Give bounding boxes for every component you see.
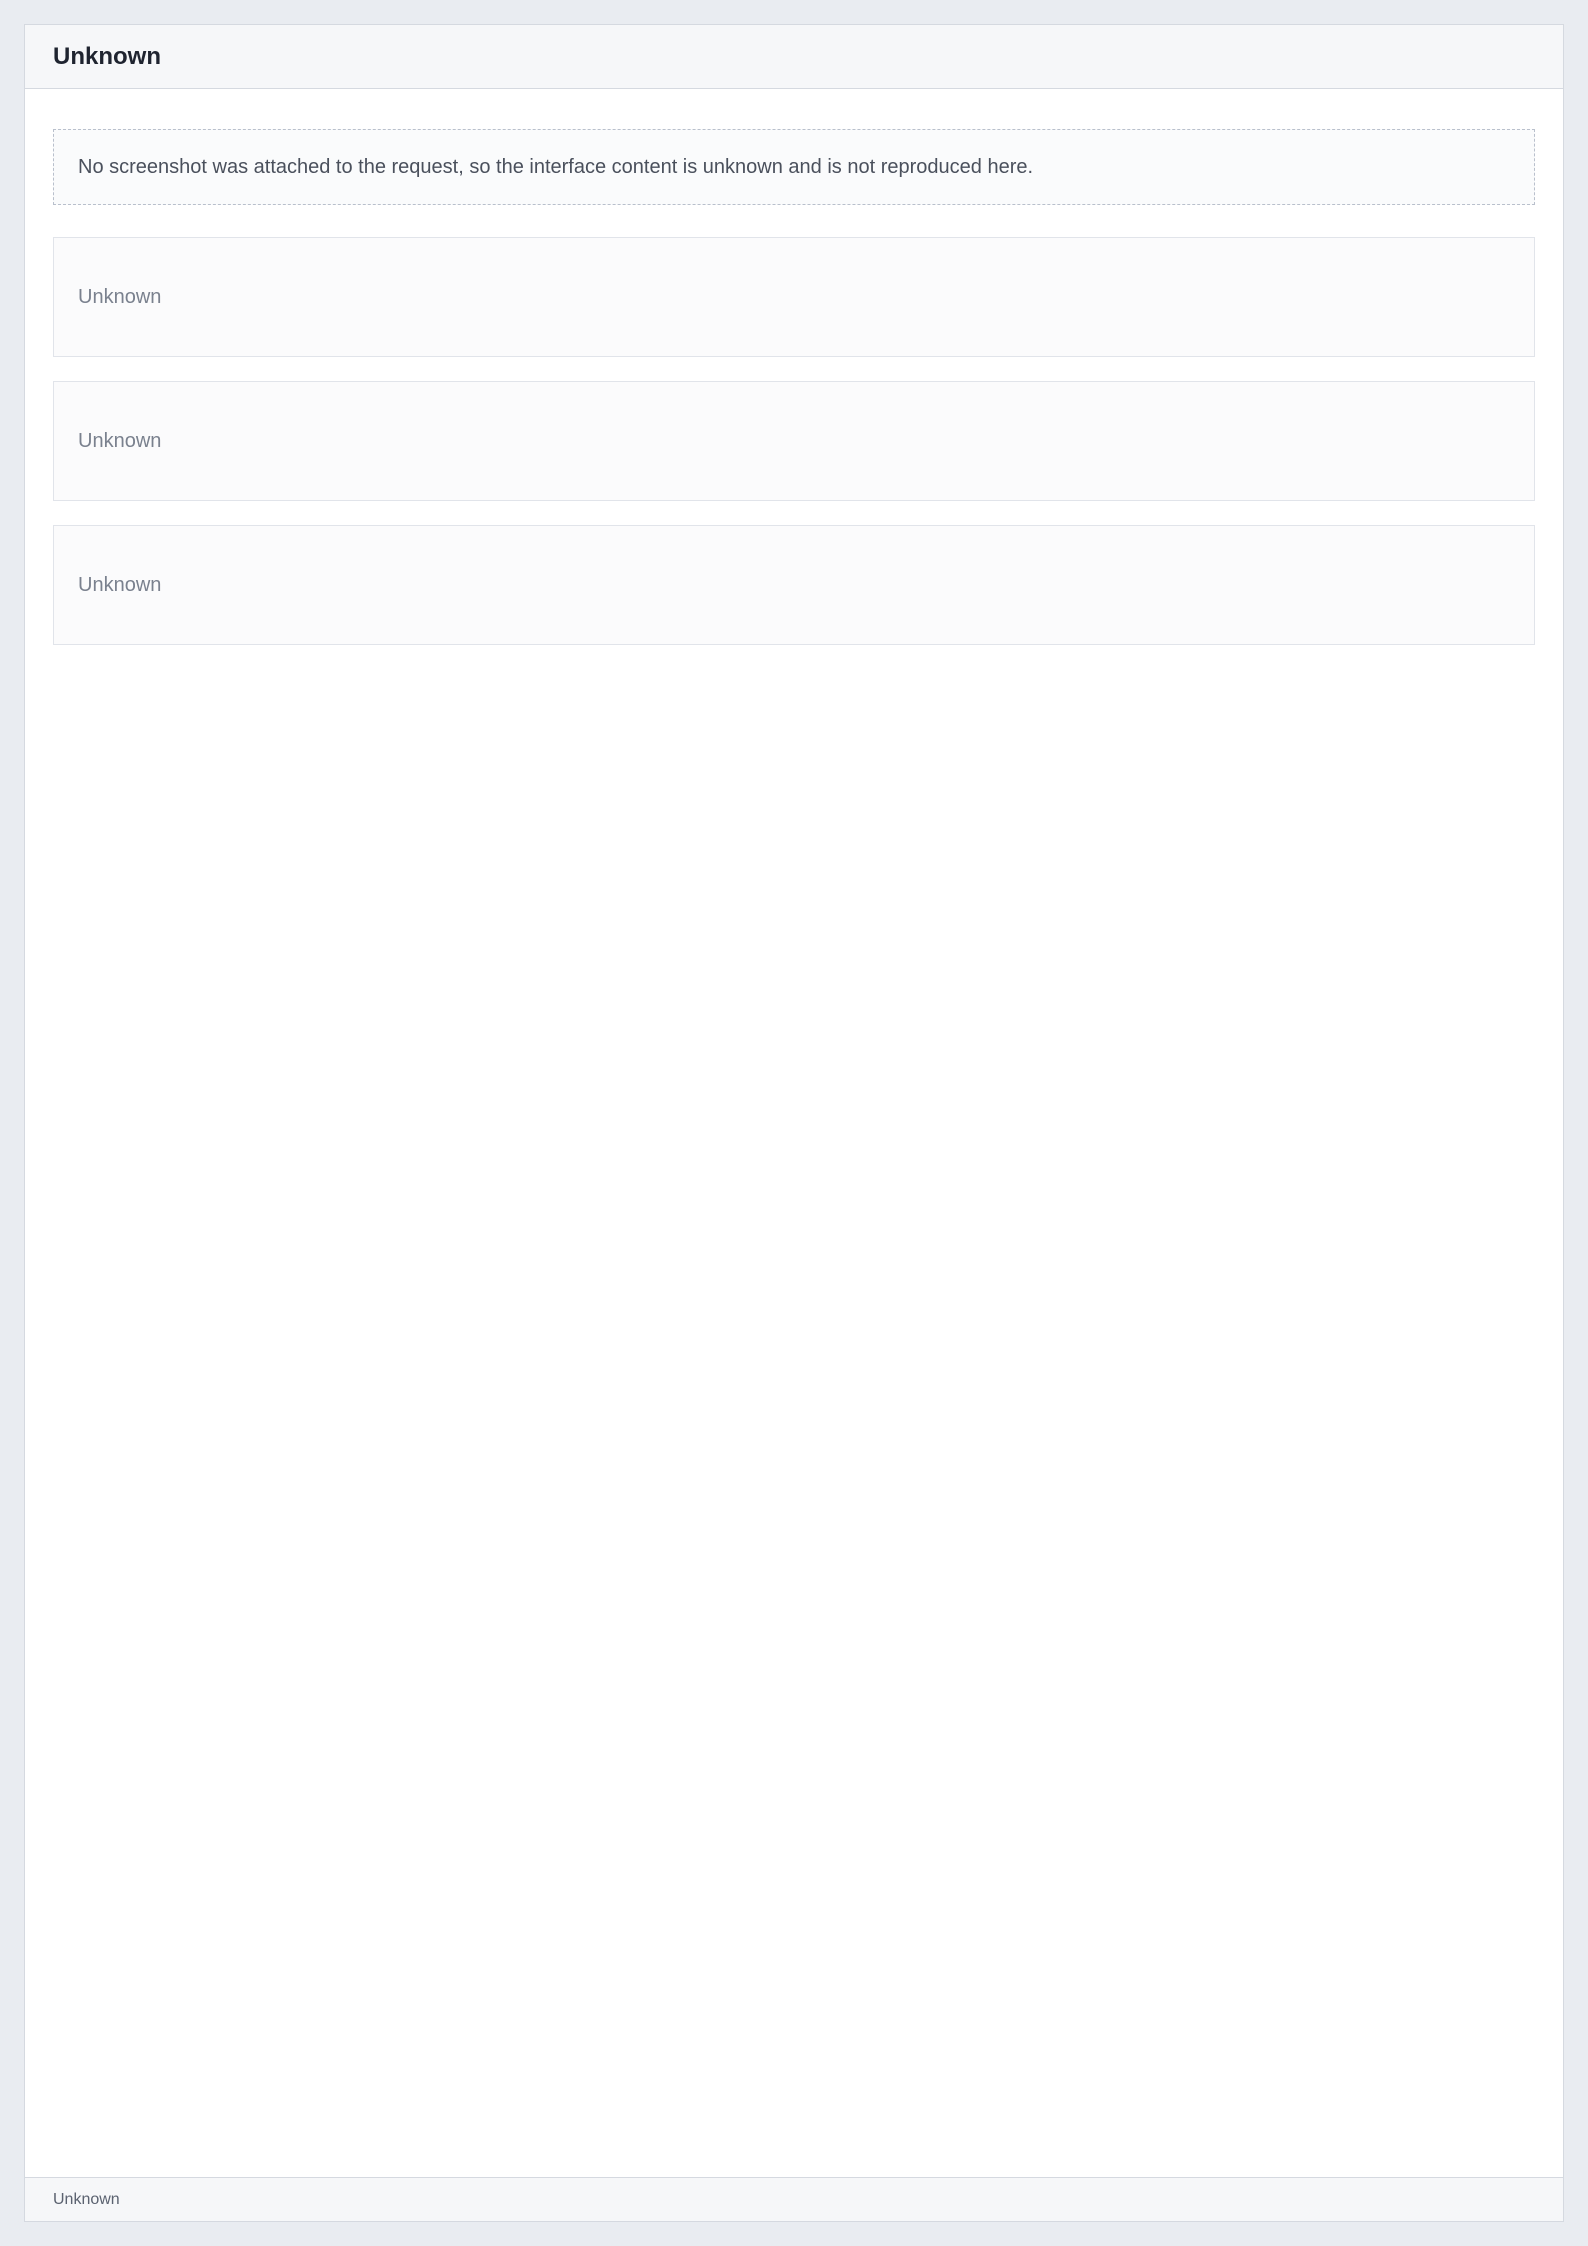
content-area xyxy=(25,205,1563,701)
section-label: Unknown xyxy=(78,429,162,452)
section-label: Unknown xyxy=(78,573,162,596)
missing-image-notice xyxy=(53,129,1535,205)
status-text: Unknown xyxy=(53,2190,120,2208)
content-section xyxy=(53,525,1535,645)
notice-text: No screenshot was attached to the request, so the interface content is unknown and is not reproduced here. xyxy=(78,156,1034,178)
content-section xyxy=(53,381,1535,501)
status-bar xyxy=(25,2177,1563,2221)
content-section xyxy=(53,237,1535,357)
title-bar xyxy=(25,25,1563,89)
section-label: Unknown xyxy=(78,285,162,308)
page-title: Unknown xyxy=(53,42,161,70)
page xyxy=(24,24,1564,2222)
